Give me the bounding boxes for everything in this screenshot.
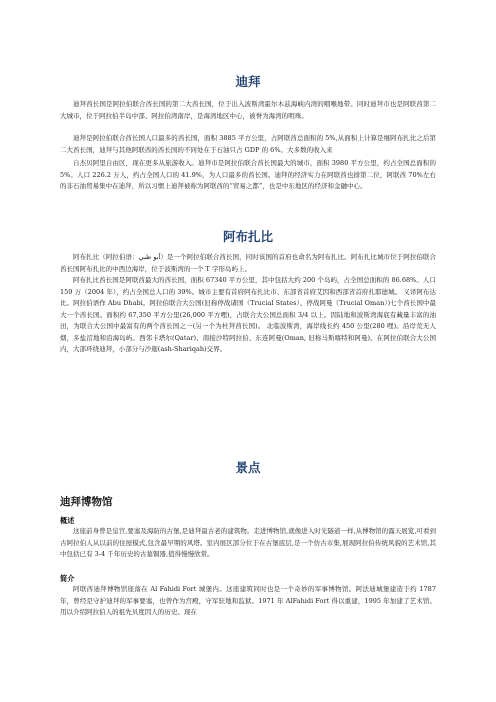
- attractions-title: 景点: [235, 460, 261, 475]
- museum-intro-text: 阿联酋迪拜博物馆座落在 Al Fahidi Fort 城堡内。这座建筑同时也是一个奇妙的军事博物馆。阿法迪城堡建造于约 1787 年，曾经是守护迪拜的军事要塞，也曾作为宫殿，守军驻地和监狱。1971 年 AlFahidi Fort 得以重建，1995 年加建了艺术馆。用以介绍阿拉伯人的祖先贝度因人的历史。现在: [60, 585, 436, 616]
- museum-overview-label: 概述: [60, 516, 75, 525]
- museum-intro-label: 简介: [60, 574, 75, 583]
- museum-overview-text: 这座前身曾是皇宫,要塞及海防的古堡,是迪拜最古老的建筑物。走进博物馆,就像进入时光隧道一样,从博物馆的露天展览,可看到古阿拉伯人从以前的住屋模式,包含最早期的风塔。室内展区部分位于在古堡底层,是一个仿古市集,展现阿拉伯传统风貌的艺术馆,其中包括已有 3-4 千年历史的古墓铜器,值得慢慢欣赏。: [60, 527, 436, 558]
- dubai-paragraph-3: 自杰贝阿里自由区，现在更多从旅游收入。迪拜市是阿拉伯联合酋长国最大的城市，面积 3980 平方公里，约占全国总面积的 5%。人口 226.2 万人，约占全国人口的 41.9%，为人口最多的酋长国。迪拜的经济实力在阿联酋也排第二位，阿联酋 70%左右的非石油贸易集中在迪拜，所以习惯上迪拜被称为阿联酋的“贸易之都”，也是中东地区的经济和金融中心。: [60, 159, 436, 190]
- abudhabi-paragraph-1: 阿布扎比（阿拉伯语：أبو ظبي）是一个阿拉伯联合酋长国，同时该国的首府也命名为阿布扎比。阿布扎比城市位于阿拉伯联合酋长国阿布扎比的中西边海岸，位于波斯湾的一个 T 字形岛屿上。: [60, 253, 437, 273]
- museum-title: 迪拜博物馆: [60, 496, 113, 508]
- dubai-title: 迪拜: [235, 74, 261, 89]
- dubai-paragraph-1: 迪拜酋长国是阿拉伯联合酋长国的第二大酋长国，位于出入波斯湾霍尔木兹海峡内湾的咽喉地带。同时迪拜市也是阿联酋第二大城市，位于阿拉伯半岛中部、阿拉伯湾南岸，是海湾地区中心，被誉为海湾的明珠。: [60, 100, 436, 120]
- abudhabi-title: 阿布扎比: [222, 229, 273, 244]
- abudhabi-paragraph-2: 阿布扎比酋长国是阿联酋最大的酋长国，面积 67340 平方公里，其中包括大约 200 个岛屿，占全国总面积的 86.68%。人口 159 万（2004 年），约占全国总人口的 39%。城市主要有首府阿布扎比市、东部省首府艾因和西部省首府扎耶德城。 又译阿布达比。阿拉伯语作 Abu Dhabi。阿拉伯联合大公国(旧称停战诸国（Trucial States）、停战阿曼（Trucial Oman）)七个酋长国中最大一个酋长国。面积约 67,350 平方公里(26,000 平方哩)，占联合大公国总面积 3/4 以上。因陆地和波斯湾海底有藏量丰富的油田，为联合大公国中最富有的两个酋长国之一(另一个为杜拜酋长国)。 北临波斯湾，海岸线长约 450 公里(280 哩)。沿岸荒无人烟，多盐沼地和沿海岛屿。西邻卡塔尔(Qatar)、南接沙特阿拉伯、东连阿曼(Oman, 旧称马斯喀特和阿曼)。在阿拉伯联合大公国内，大部环绕迪拜，小部分与沙迦(ash-Shariqah)交界。: [60, 276, 436, 353]
- dubai-paragraph-2: 迪拜是阿拉伯联合酋长国人口最多的酋长国，面积 3885 平方公里，占阿联酋总面积的 5%,从面积上计算是继阿布扎比之后第二大酋长国，迪拜与其他阿联酋的酋长国的不同处在于石油只占 GDP 的 6%。大多数的收入来: [60, 134, 436, 154]
